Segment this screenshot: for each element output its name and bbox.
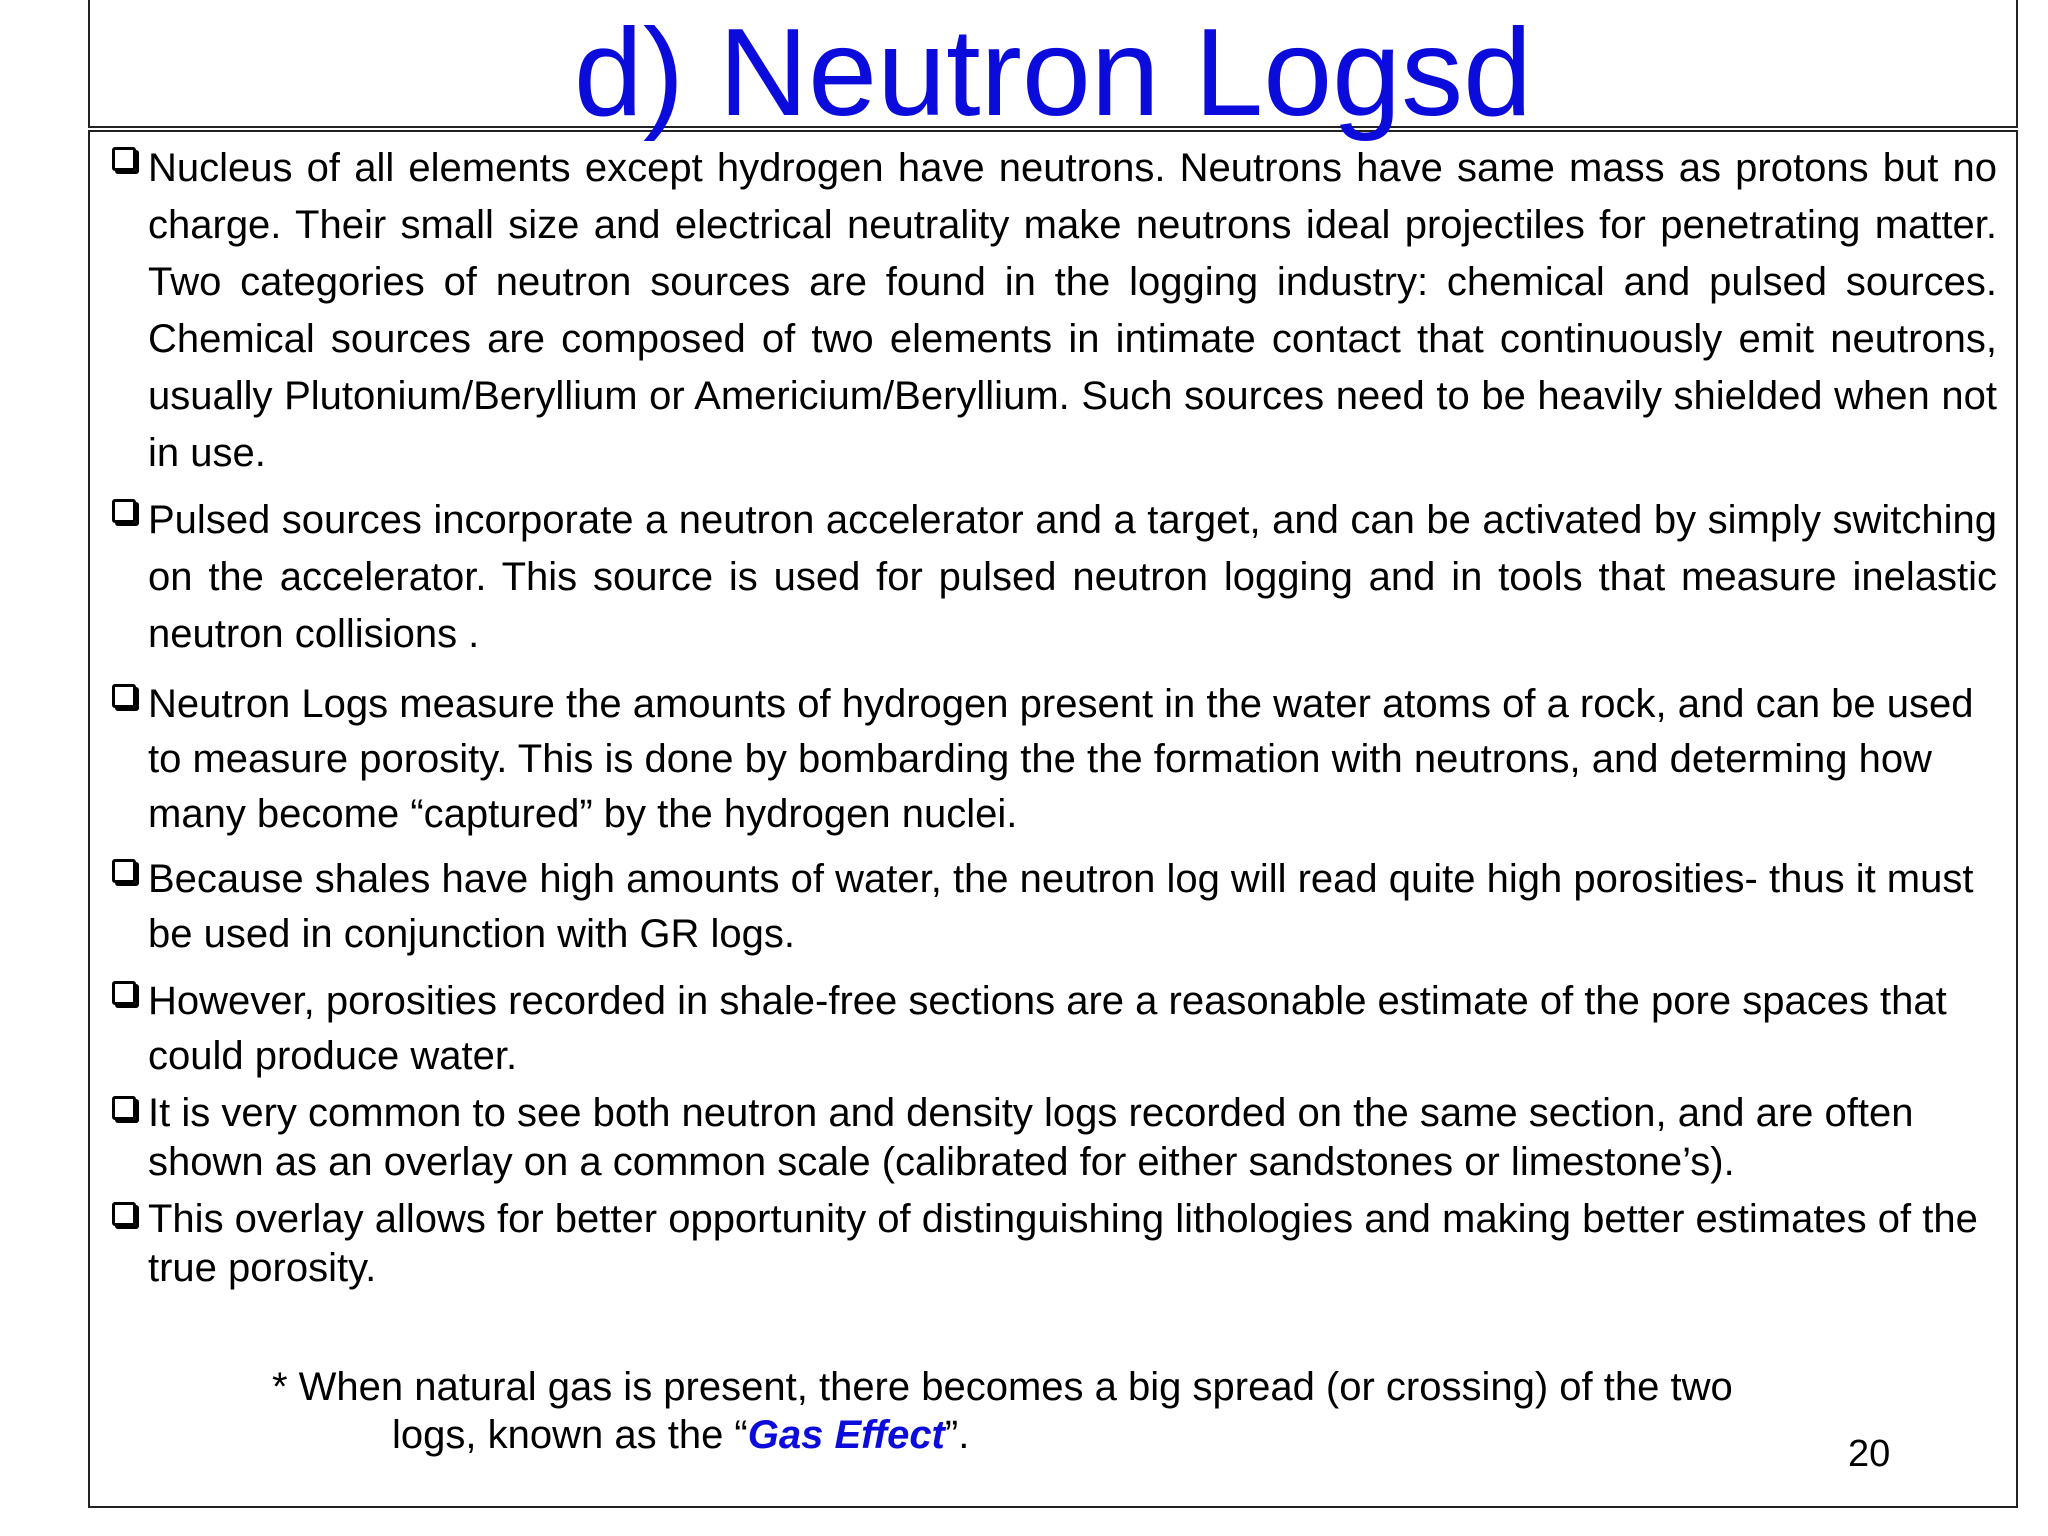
note-line-2	[272, 1411, 2012, 1459]
gas-effect-highlight: Gas Effect	[747, 1413, 945, 1457]
checkbox-bullet-icon	[112, 147, 136, 171]
bullet-item	[112, 140, 1997, 482]
slide-title: d) Neutron Logsd	[573, 4, 1533, 142]
bullet-item	[112, 677, 1997, 842]
checkbox-bullet-icon	[112, 684, 136, 708]
page-number: 20	[1848, 1433, 1891, 1475]
note-suffix: ”.	[944, 1413, 970, 1457]
bullet-item	[112, 1195, 1997, 1293]
bullet-text: Because shales have high amounts of water, the neutron log will read quite high porosities- thus it must be used in conjunction with GR logs.	[148, 857, 1974, 956]
checkbox-bullet-icon	[112, 859, 136, 883]
gas-effect-note	[272, 1363, 2012, 1459]
bullet-text: However, porosities recorded in shale-free sections are a reasonable estimate of the pore spaces that could produce water.	[148, 979, 1947, 1078]
bullet-item	[112, 974, 1997, 1084]
bullet-item	[112, 852, 1997, 962]
bullet-text: It is very common to see both neutron and density logs recorded on the same section, and are often shown as an overlay on a common scale (calibrated for either sandstones or limestone’s).	[148, 1091, 1914, 1184]
bullet-list	[112, 140, 1997, 1297]
bullet-item	[112, 1089, 1997, 1187]
checkbox-bullet-icon	[112, 981, 136, 1005]
bullet-item	[112, 492, 1997, 663]
bullet-text: This overlay allows for better opportunity of distinguishing lithologies and making better estimates of the true porosity.	[148, 1197, 1978, 1290]
checkbox-bullet-icon	[112, 1202, 136, 1226]
note-line-1: * When natural gas is present, there becomes a big spread (or crossing) of the two	[272, 1365, 1733, 1409]
bullet-text: Neutron Logs measure the amounts of hydrogen present in the water atoms of a rock, and can be used to measure porosity. This is done by bombarding the the formation with neutrons, and determing how many become “captured” by the hydrogen nuclei.	[148, 682, 1974, 836]
note-prefix: logs, known as the “	[392, 1413, 748, 1457]
bullet-text: Pulsed sources incorporate a neutron accelerator and a target, and can be activated by simply switching on the accelerator. This source is used for pulsed neutron logging and in tools that measure inelastic neutron collisions .	[148, 498, 1997, 656]
bullet-text: Nucleus of all elements except hydrogen have neutrons. Neutrons have same mass as protons but no charge. Their small size and electrical neutrality make neutrons ideal projectiles for penetrating matter. Two categories of neutron sources are found in the logging industry: chemical and pulsed sources. Chemical sources are composed of two elements in intimate contact that continuously emit neutrons, usually Plutonium/Beryllium or Americium/Beryllium. Such sources need to be heavily shielded when not in use.	[148, 146, 1997, 475]
checkbox-bullet-icon	[112, 499, 136, 523]
checkbox-bullet-icon	[112, 1096, 136, 1120]
